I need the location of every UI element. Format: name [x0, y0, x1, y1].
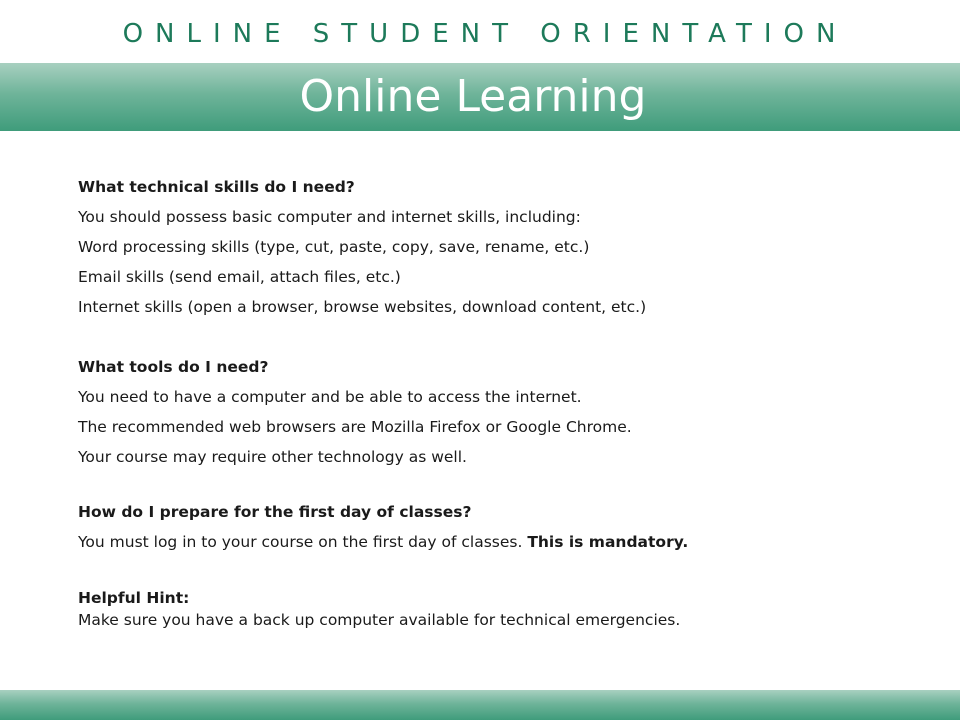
- slide-content: [78, 172, 878, 631]
- mandatory-emphasis: This is mandatory.: [527, 533, 689, 551]
- prepare-text: You must log in to your course on the first day of classes.: [78, 533, 528, 551]
- skills-line: Word processing skills (type, cut, paste, copy, save, rename, etc.): [78, 238, 590, 256]
- skills-line: Email skills (send email, attach files, etc.): [78, 268, 401, 286]
- hint-heading: Helpful Hint:: [78, 589, 190, 607]
- spacer: [78, 472, 878, 497]
- skills-line: Internet skills (open a browser, browse websites, download content, etc.): [78, 298, 647, 316]
- hint-text: Make sure you have a back up computer available for technical emergencies.: [78, 611, 681, 629]
- tools-line: Your course may require other technology as well.: [78, 448, 467, 466]
- orientation-banner: ONLINE STUDENT ORIENTATION: [122, 19, 848, 49]
- title-band: [0, 63, 960, 131]
- tools-heading: What tools do I need?: [78, 358, 269, 376]
- tools-line: You need to have a computer and be able to access the internet.: [78, 388, 582, 406]
- tools-line: The recommended web browsers are Mozilla Firefox or Google Chrome.: [78, 418, 632, 436]
- footer-band: [0, 690, 960, 720]
- prepare-heading: How do I prepare for the first day of classes?: [78, 503, 472, 521]
- page-title: Online Learning: [299, 71, 647, 122]
- skills-line: You should possess basic computer and internet skills, including:: [78, 208, 581, 226]
- spacer: [78, 322, 878, 352]
- prepare-line: [78, 527, 878, 557]
- skills-heading: What technical skills do I need?: [78, 178, 355, 196]
- spacer: [78, 557, 878, 587]
